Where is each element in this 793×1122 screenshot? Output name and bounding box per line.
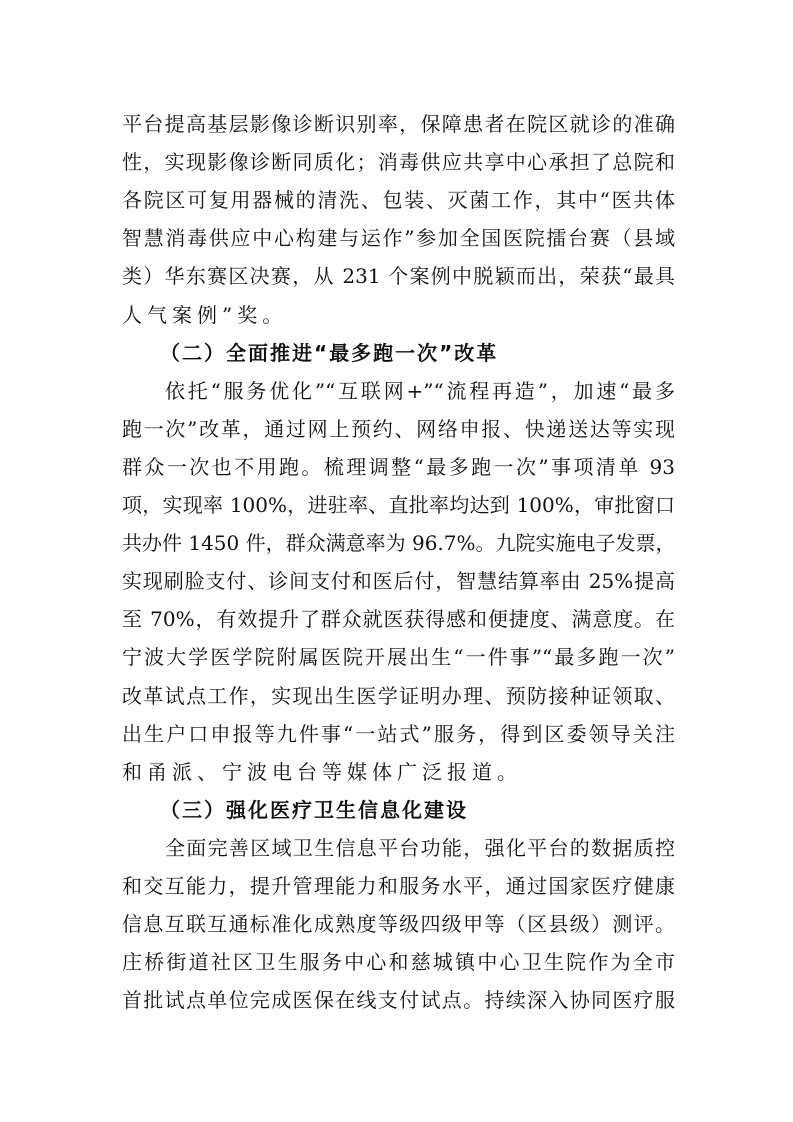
paragraph-line: 各院区可复用器械的清洗、包装、灭菌工作，其中“医共体 — [122, 188, 675, 213]
paragraph-line: 实现刷脸支付、诊间支付和医后付，智慧结算率由 25%提高 — [122, 569, 675, 594]
paragraph-line: 群众一次也不用跑。梳理调整“最多跑一次”事项清单 93 — [122, 454, 675, 479]
paragraph-line: 和甬派、宁波电台等媒体广泛报道。 — [122, 759, 522, 784]
paragraph-line: 出生户口申报等九件事“一站式”服务，得到区委领导关注 — [122, 721, 675, 746]
section-heading: （三）强化医疗卫生信息化建设 — [160, 797, 468, 822]
paragraph-line: 共办件 1450 件，群众满意率为 96.7%。九院实施电子发票， — [122, 531, 676, 556]
paragraph-line: 平台提高基层影像诊断识别率，保障患者在院区就诊的准确 — [122, 112, 675, 136]
section-heading: （二）全面推进“最多跑一次”改革 — [160, 340, 499, 365]
paragraph-line: 和交互能力，提升管理能力和服务水平，通过国家医疗健康 — [122, 874, 675, 898]
paragraph-line: 人气案例”奖。 — [122, 302, 288, 327]
paragraph-line: 信息互联互通标准化成熟度等级四级甲等（区县级）测评。 — [122, 912, 675, 937]
paragraph-line: 改革试点工作，实现出生医学证明办理、预防接种证领取、 — [122, 683, 675, 708]
paragraph-line: 类）华东赛区决赛，从 231 个案例中脱颖而出，荣获“最具 — [122, 264, 675, 289]
paragraph-line: 跑一次”改革，通过网上预约、网络申报、快递送达等实现 — [122, 416, 675, 441]
paragraph-line: 性，实现影像诊断同质化；消毒供应共享中心承担了总院和 — [122, 150, 675, 175]
paragraph-line: 首批试点单位完成医保在线支付试点。持续深入协同医疗服 — [122, 988, 675, 1013]
paragraph-line: 宁波大学医学院附属医院开展出生“一件事”“最多跑一次” — [122, 645, 675, 670]
paragraph-line: 至 70%，有效提升了群众就医获得感和便捷度、满意度。在 — [122, 607, 675, 632]
paragraph-line: 项，实现率 100%，进驻率、直批率均达到 100%，审批窗口 — [122, 493, 675, 517]
paragraph-line: 庄桥街道社区卫生服务中心和慈城镇中心卫生院作为全市 — [122, 950, 675, 975]
paragraph-line: 智慧消毒供应中心构建与运作”参加全国医院擂台赛（县域 — [122, 226, 675, 251]
paragraph-line: 依托“服务优化”“互联网+”“流程再造”，加速“最多 — [165, 378, 675, 403]
paragraph-line: 全面完善区域卫生信息平台功能，强化平台的数据质控 — [165, 835, 675, 860]
